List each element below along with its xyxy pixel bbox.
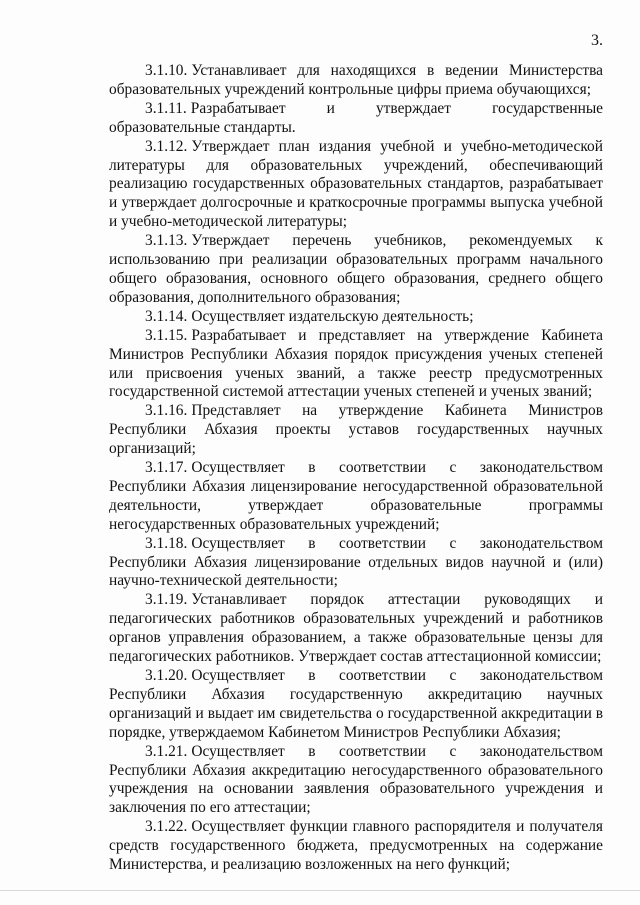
clause-number: 3.1.22. xyxy=(145,818,188,836)
clause-number: 3.1.17. xyxy=(145,459,188,477)
clause-number: 3.1.15. xyxy=(145,326,188,344)
document-body xyxy=(109,62,603,875)
clause-text: Разрабатывает и утверждает государственные образовательные стандарты. xyxy=(109,99,603,136)
clause-paragraph xyxy=(109,402,603,459)
clause-number: 3.1.20. xyxy=(145,667,188,684)
clause-paragraph xyxy=(109,100,603,138)
clause-paragraph xyxy=(109,743,603,819)
clause-text: Осуществляет в соответствии с законодательством Республики Абхазия государственную аккредитацию научных организаций и выдает им свидетельства о государственной аккредитации в порядке, утверждаемом Кабинетом Министров Республики Абхазия; xyxy=(109,667,603,741)
clause-text: Осуществляет в соответствии с законодательством Республики Абхазия аккредитацию негосударственного образовательного учреждения на основании заявления образовательного учреждения и заключения по его аттестации; xyxy=(109,742,603,817)
clause-text: Разрабатывает и представляет на утверждение Кабинета Министров Республики Абхазия порядок присуждения ученых степеней или присвоения ученых званий, а также реестр предусмотренных государственной системой аттестации ученых степеней и ученых званий; xyxy=(109,326,603,401)
clause-paragraph xyxy=(109,308,603,327)
clause-paragraph xyxy=(109,535,603,592)
clause-number: 3.1.11. xyxy=(145,99,187,117)
clause-paragraph xyxy=(109,232,603,308)
scan-edge-line xyxy=(0,890,640,891)
clause-number: 3.1.13. xyxy=(145,232,188,250)
clause-text: Осуществляет функции главного распорядителя и получателя средств государственного бюджета, предусмотренных на содержание Министерства, и реализацию возложенных на него функций; xyxy=(109,818,603,874)
clause-text: Осуществляет издательскую деятельность; xyxy=(191,307,474,325)
clause-paragraph xyxy=(109,667,603,743)
clause-number: 3.1.12. xyxy=(145,137,188,155)
clause-paragraph xyxy=(109,818,603,875)
clause-number: 3.1.18. xyxy=(145,534,188,552)
clause-text: Представляет на утверждение Кабинета Министров Республики Абхазия проекты уставов государственных научных организаций; xyxy=(109,402,603,458)
page-number: 3. xyxy=(591,32,603,49)
clause-paragraph xyxy=(109,459,603,535)
clause-number: 3.1.14. xyxy=(145,307,188,325)
clause-number: 3.1.21. xyxy=(145,742,188,760)
clause-text: Осуществляет в соответствии с законодательством Республики Абхазия лицензирование отдельных видов научной и (или) научно-технической деятельности; xyxy=(109,534,603,590)
clause-paragraph xyxy=(109,138,603,233)
clause-paragraph xyxy=(109,62,603,100)
clause-text: Устанавливает порядок аттестации руководящих и педагогических работников образовательных учреждений и работников органов управления образованием, а также образовательные цензы для педагогических работников. Утверждает состав аттестационной комиссии; xyxy=(109,591,603,666)
clause-text: Утверждает перечень учебников, рекомендуемых к использованию при реализации образовательных программ начального общего образования, основного общего образования, среднего общего образования, дополнительного образования; xyxy=(109,232,603,306)
clause-paragraph xyxy=(109,591,603,667)
clause-text: Осуществляет в соответствии с законодательством Республики Абхазия лицензирование негосударственной образовательной деятельности, утверждает образовательные программы негосударственных образовательных учреждений; xyxy=(109,459,603,533)
clause-paragraph xyxy=(109,327,603,403)
clause-number: 3.1.16. xyxy=(145,402,188,420)
clause-text: Устанавливает для находящихся в ведении Министерства образовательных учреждений контрольные цифры приема обучающихся; xyxy=(109,62,603,98)
clause-number: 3.1.19. xyxy=(145,591,188,609)
clause-text: Утверждает план издания учебной и учебно-методической литературы для образовательных учреждений, обеспечивающий реализацию государственных образовательных стандартов, разрабатывает и утверждает долгосрочные и краткосрочные программы выпуска учебной и учебно-методической литературы; xyxy=(109,137,603,231)
clause-number: 3.1.10. xyxy=(145,62,188,79)
